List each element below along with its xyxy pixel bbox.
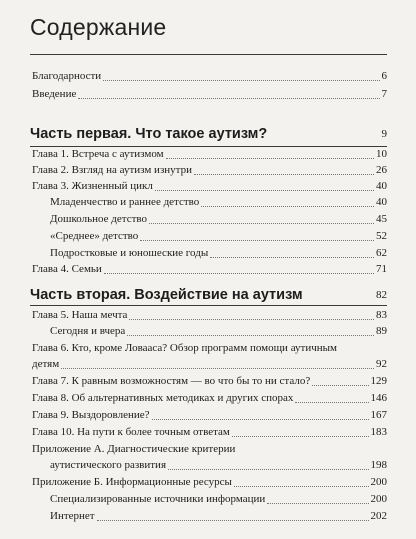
part-heading-page: 82 — [376, 289, 387, 301]
leader-dots — [103, 80, 379, 81]
toc-entry[interactable] — [32, 86, 387, 102]
toc-entry[interactable] — [32, 307, 387, 323]
leader-dots — [194, 174, 374, 175]
toc-entry-title: Глава 10. На пути к более точным ответам — [32, 426, 230, 438]
toc-entry-title: Глава 5. Наша мечта — [32, 309, 128, 321]
toc-entry[interactable] — [32, 162, 387, 178]
leader-dots — [232, 436, 369, 437]
toc-entry[interactable] — [50, 457, 387, 473]
toc-entry[interactable] — [32, 373, 387, 389]
part-two-heading[interactable] — [30, 285, 387, 305]
toc-entry-title: Подростковые и юношеские годы — [50, 247, 209, 259]
toc-entry-title: Введение — [32, 88, 77, 100]
toc-entry-title: Специализированные источники информации — [50, 493, 266, 505]
toc-entry-page: 40 — [376, 180, 387, 192]
leader-dots — [129, 319, 374, 320]
toc-entry-page: 83 — [376, 309, 387, 321]
title-rule — [30, 54, 387, 55]
toc-entry-title: Глава 2. Взгляд на аутизм изнутри — [32, 164, 192, 176]
toc-entry-page: 62 — [376, 247, 387, 259]
part-two-rule — [30, 305, 387, 306]
toc-entry[interactable] — [32, 356, 387, 372]
leader-dots — [78, 98, 379, 99]
leader-dots — [166, 158, 374, 159]
leader-dots — [201, 206, 374, 207]
toc-subentry[interactable] — [50, 491, 387, 507]
toc-entry-page: 7 — [381, 88, 387, 100]
toc-subentry[interactable] — [50, 508, 387, 524]
toc-entry-page: 40 — [376, 196, 387, 208]
leader-dots — [127, 335, 374, 336]
toc-entry-title: Младенчество и раннее детство — [50, 196, 200, 208]
leader-dots — [267, 503, 368, 504]
toc-entry-title: Приложение Б. Информационные ресурсы — [32, 476, 232, 488]
leader-dots — [234, 486, 369, 487]
toc-entry-page: 71 — [376, 263, 387, 275]
toc-entry-page: 6 — [381, 70, 387, 82]
leader-dots — [295, 402, 368, 403]
toc-entry-title: детям — [32, 358, 60, 370]
toc-entry-title: Глава 7. К равным возможностям — во что бы то ни стало? — [32, 375, 311, 387]
leader-dots — [97, 520, 369, 521]
page-title: Содержание — [30, 14, 167, 40]
toc-entry-title: «Среднее» детство — [50, 230, 139, 242]
toc-entry-page: 200 — [370, 493, 387, 505]
toc-entry-page: 129 — [370, 375, 387, 387]
toc-entry[interactable] — [32, 68, 387, 84]
toc-entry[interactable] — [32, 474, 387, 490]
part-heading-page: 9 — [381, 128, 387, 140]
toc-entry-title: Глава 8. Об альтернативных методиках и других спорах — [32, 392, 294, 404]
toc-entry-page: 52 — [376, 230, 387, 242]
leader-dots — [149, 223, 374, 224]
toc-entry-title: Глава 4. Семьи — [32, 263, 102, 275]
toc-entry-page: 10 — [376, 148, 387, 160]
toc-entry-page: 200 — [370, 476, 387, 488]
toc-entry[interactable] — [32, 390, 387, 406]
toc-entry-title: Дошкольное детство — [50, 213, 148, 225]
toc-entry-line1[interactable]: Приложение А. Диагностические критерии — [32, 443, 236, 455]
toc-entry-title: Сегодня и вчера — [50, 325, 126, 337]
part-one-heading[interactable] — [30, 124, 387, 144]
leader-dots — [312, 385, 368, 386]
part-heading-title: Часть вторая. Воздействие на аутизм — [30, 287, 303, 303]
toc-entry[interactable] — [32, 146, 387, 162]
toc-subentry[interactable] — [50, 245, 387, 261]
toc-entry-page: 45 — [376, 213, 387, 225]
leader-dots — [152, 419, 369, 420]
part-heading-title: Часть первая. Что такое аутизм? — [30, 126, 268, 142]
leader-dots — [140, 240, 374, 241]
leader-dots — [168, 469, 369, 470]
toc-subentry[interactable] — [50, 323, 387, 339]
toc-entry-title: Глава 9. Выздоровление? — [32, 409, 150, 421]
toc-subentry[interactable] — [50, 211, 387, 227]
leader-dots — [155, 190, 374, 191]
leader-dots — [210, 257, 374, 258]
toc-entry-title: Глава 1. Встреча с аутизмом — [32, 148, 164, 160]
toc-entry[interactable] — [32, 407, 387, 423]
toc-subentry[interactable] — [50, 194, 387, 210]
leader-dots — [61, 368, 374, 369]
toc-entry-page: 202 — [370, 510, 387, 522]
toc-entry-title: Глава 3. Жизненный цикл — [32, 180, 153, 192]
toc-entry-page: 183 — [370, 426, 387, 438]
toc-entry-line1[interactable]: Глава 6. Кто, кроме Ловааса? Обзор программ помощи аутичным — [32, 342, 337, 354]
toc-entry-title: Интернет — [50, 510, 95, 522]
toc-entry[interactable] — [32, 261, 387, 277]
toc-entry-page: 198 — [370, 459, 387, 471]
toc-subentry[interactable] — [50, 228, 387, 244]
toc-entry-page: 89 — [376, 325, 387, 337]
toc-entry-page: 167 — [370, 409, 387, 421]
toc-entry-page: 92 — [376, 358, 387, 370]
toc-entry-title: аутистического развития — [50, 459, 166, 471]
toc-entry-page: 26 — [376, 164, 387, 176]
toc-entry[interactable] — [32, 178, 387, 194]
toc-entry-title: Благодарности — [32, 70, 102, 82]
toc-entry[interactable] — [32, 424, 387, 440]
leader-dots — [104, 273, 374, 274]
toc-entry-page: 146 — [370, 392, 387, 404]
